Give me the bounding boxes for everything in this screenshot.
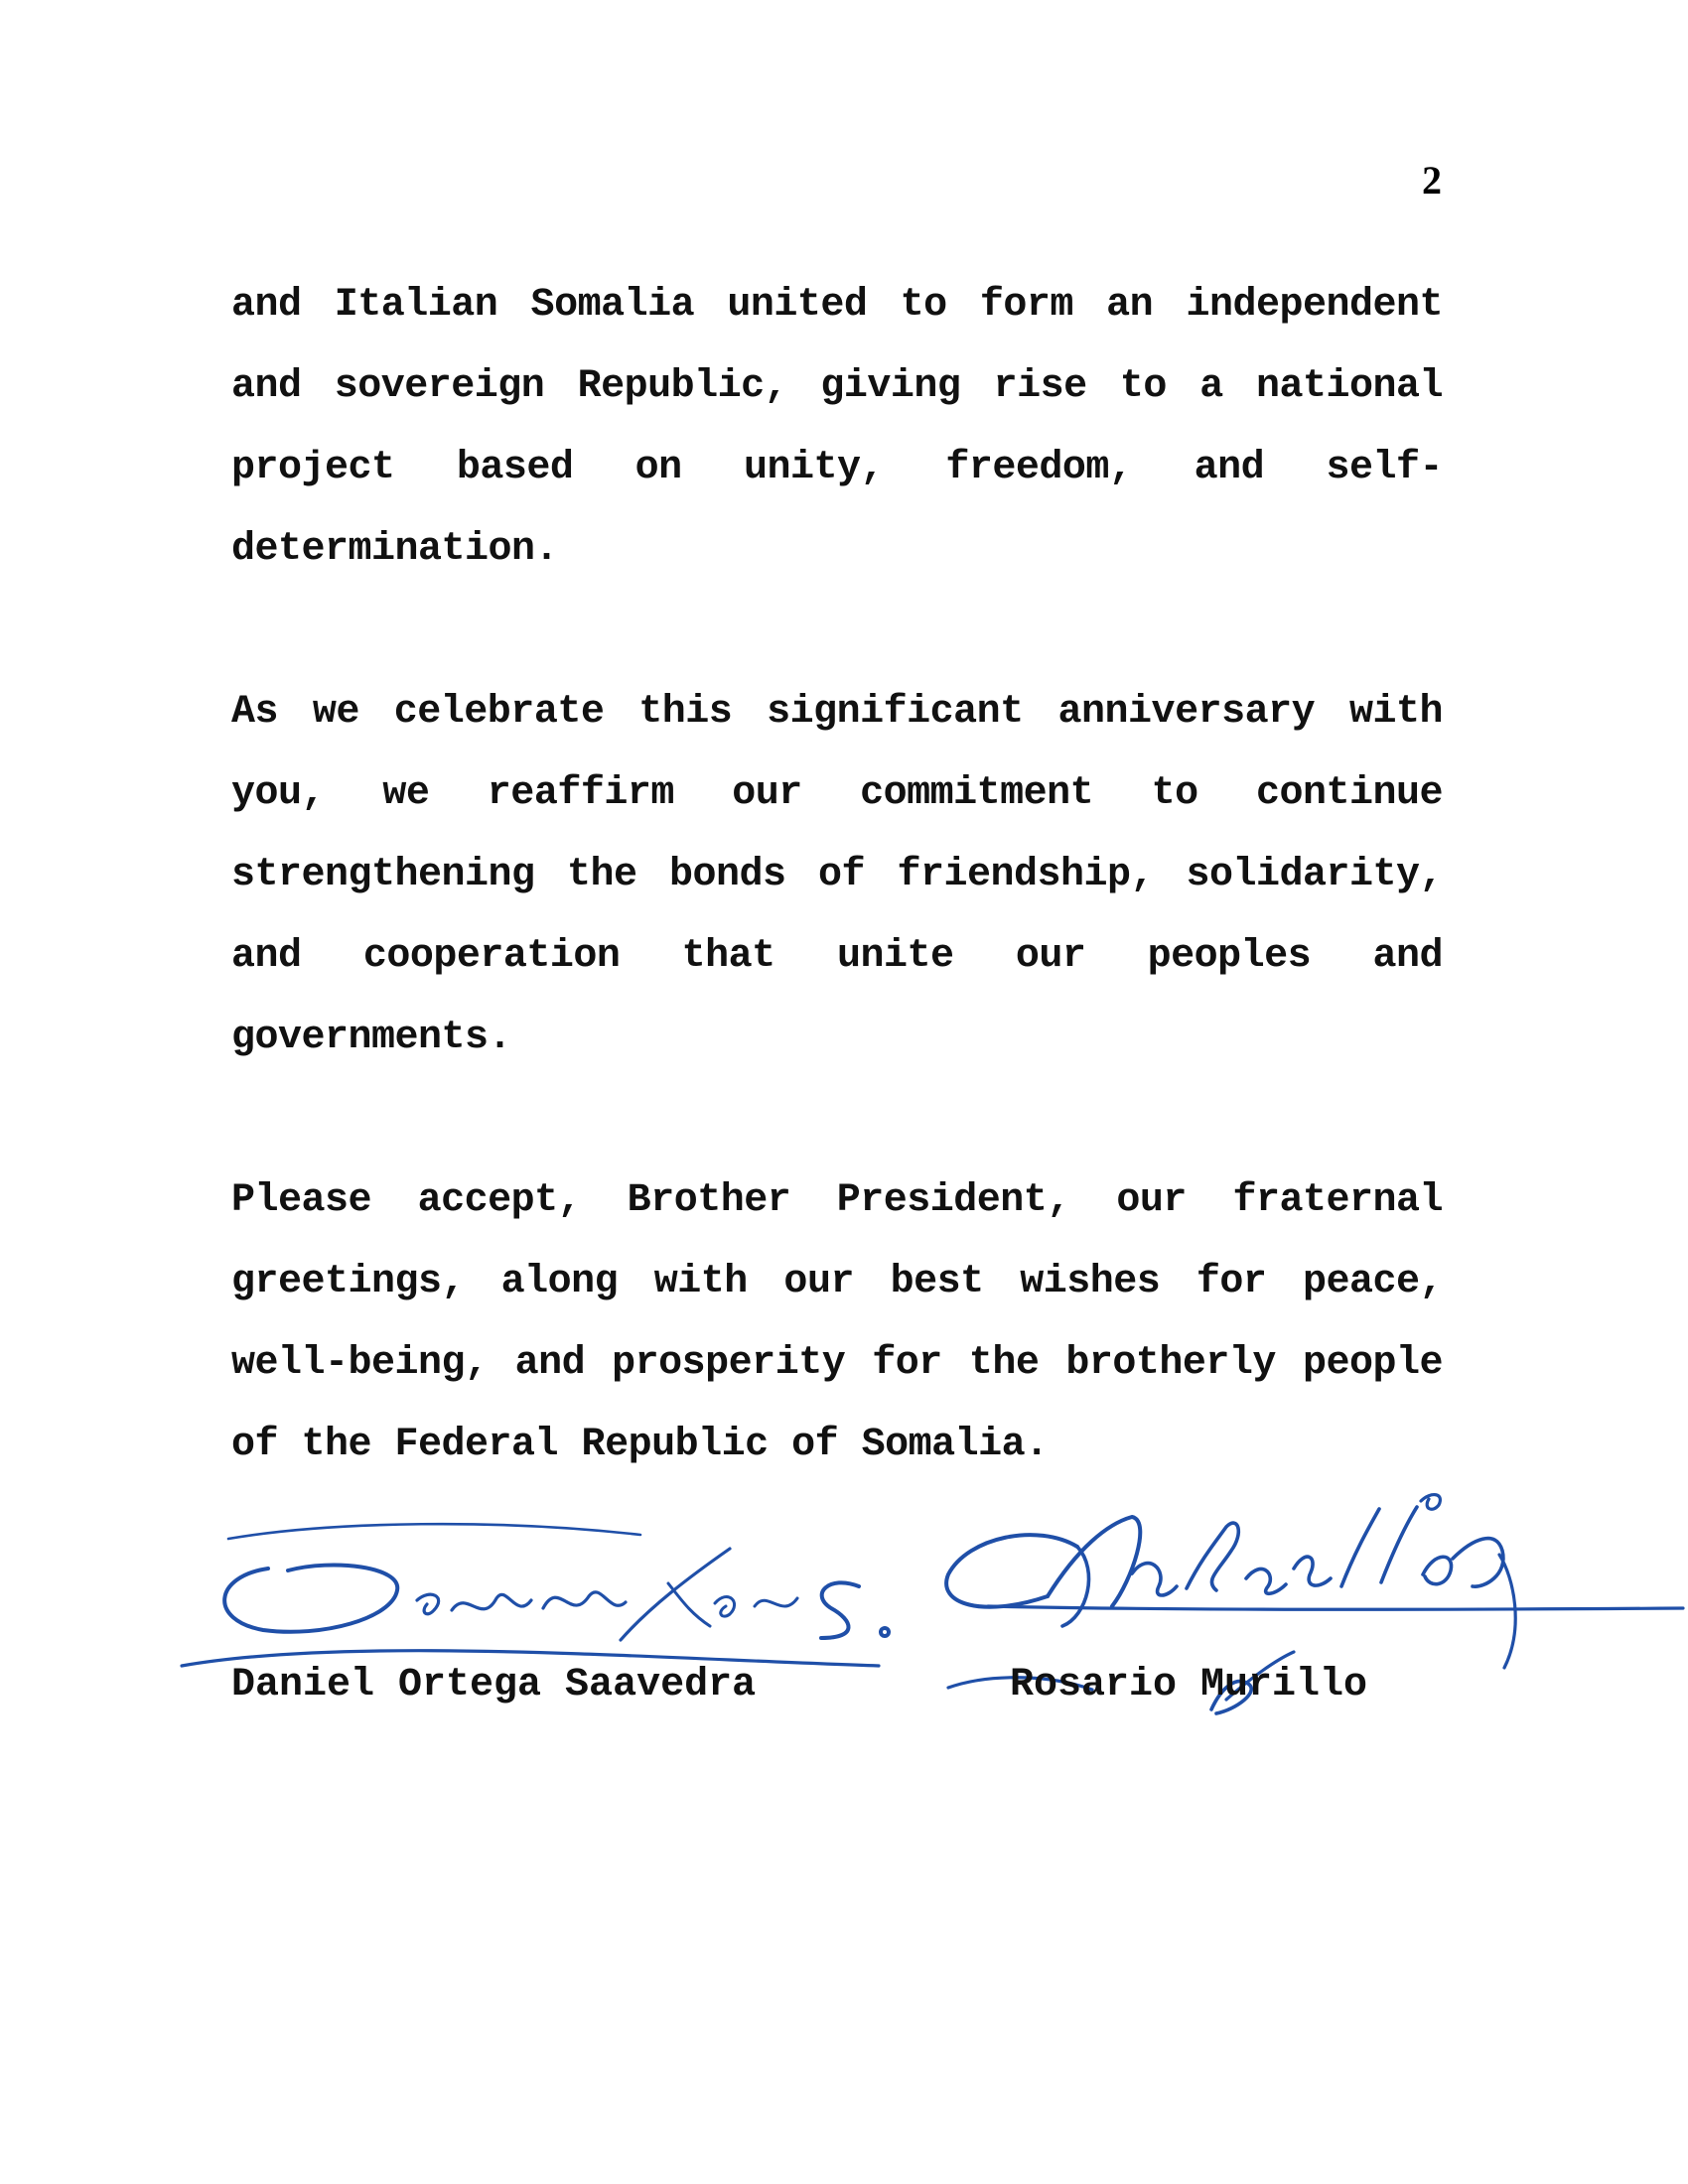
paragraph-independence: and Italian Somalia united to form an independent and sovereign Republic, giving rise to a national project based on unity, freedom, and self-determination.	[231, 283, 1443, 572]
signer-name-rosario-murillo: Rosario Murillo	[1010, 1663, 1368, 1707]
page-number: 2	[1422, 158, 1442, 203]
signature-ink	[182, 1524, 889, 1666]
signer-name-daniel-ortega-saavedra: Daniel Ortega Saavedra	[231, 1663, 757, 1707]
paragraph-commitment: As we celebrate this significant anniversary with you, we reaffirm our commitment to continue strengthening the bonds of friendship, solidarity, and cooperation that unite our peoples and governments.	[231, 690, 1443, 1060]
paragraph-greetings: Please accept, Brother President, our fraternal greetings, along with our best wishes for peace, well-being, and prosperity for the brotherly people of the Federal Republic of Somalia.	[231, 1178, 1443, 1467]
letter-body	[231, 265, 1443, 1568]
signature-daniel-ortega	[174, 1529, 909, 1678]
